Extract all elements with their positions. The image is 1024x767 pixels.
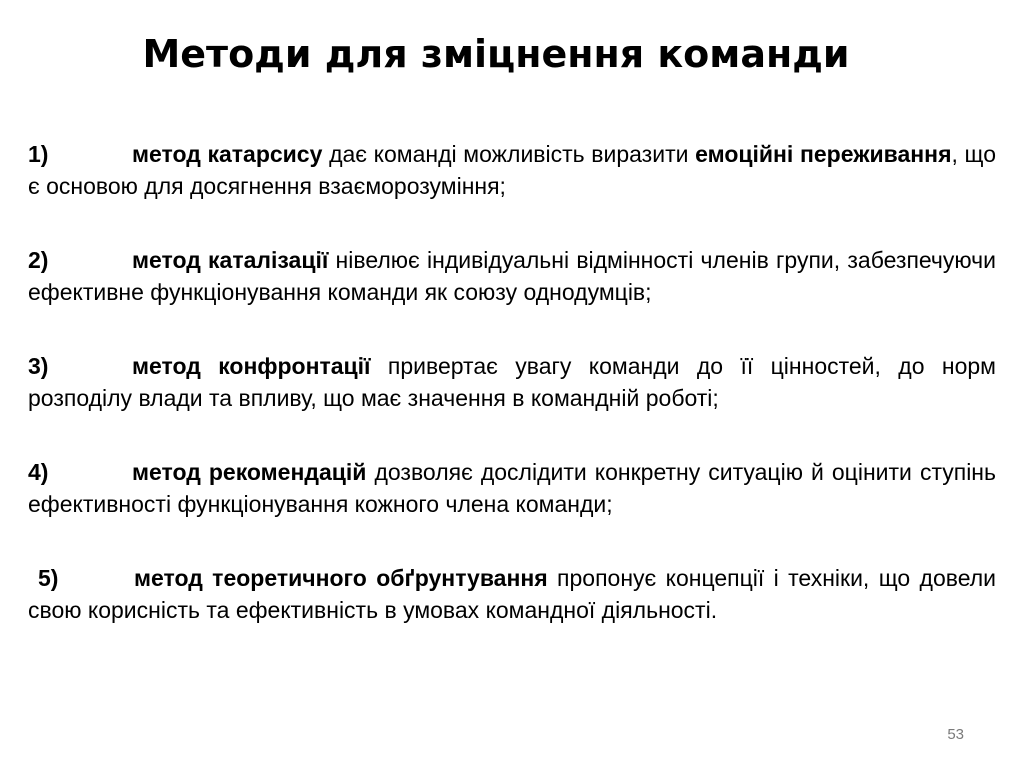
method-term: метод конфронтації — [132, 353, 371, 379]
list-item — [28, 456, 996, 520]
item-number: 1) — [28, 141, 49, 167]
item-text: пропонує концепції і техніки, що довели свою корисність та ефективність в умовах командної діяльності. — [28, 565, 996, 623]
slide-title: Методи для зміцнення команди — [142, 32, 850, 76]
item-text: привертає увагу команди до її цінностей, до норм розподілу влади та впливу, що має значення в командній роботі; — [28, 353, 996, 411]
methods-list — [28, 138, 996, 626]
page-number: 53 — [947, 726, 964, 743]
method-term-emphasis: емоційні переживання — [695, 141, 952, 167]
item-text: дає команді можливість виразити — [322, 141, 696, 167]
list-item — [28, 138, 996, 202]
method-term: метод катарсису — [132, 141, 323, 167]
item-number: 3) — [28, 353, 49, 379]
item-text: , що є основою для досягнення взаєморозуміння; — [28, 141, 997, 199]
item-number: 2) — [28, 247, 49, 273]
item-text: дозволяє дослідити конкретну ситуацію й оцінити ступінь ефективності функціонування кожного члена команди; — [28, 459, 996, 517]
item-number: 4) — [28, 459, 49, 485]
list-item — [28, 562, 996, 626]
list-item — [28, 244, 996, 308]
method-term: метод каталізації — [132, 247, 329, 273]
item-text: нівелює індивідуальні відмінності членів групи, забезпечуючи ефективне функціонування команди як союзу однодумців; — [28, 247, 996, 305]
method-term: метод рекомендацій — [132, 459, 367, 485]
list-item — [28, 350, 996, 414]
method-term: метод теоретичного обґрунтування — [134, 565, 548, 591]
item-number: 5) — [38, 565, 59, 591]
